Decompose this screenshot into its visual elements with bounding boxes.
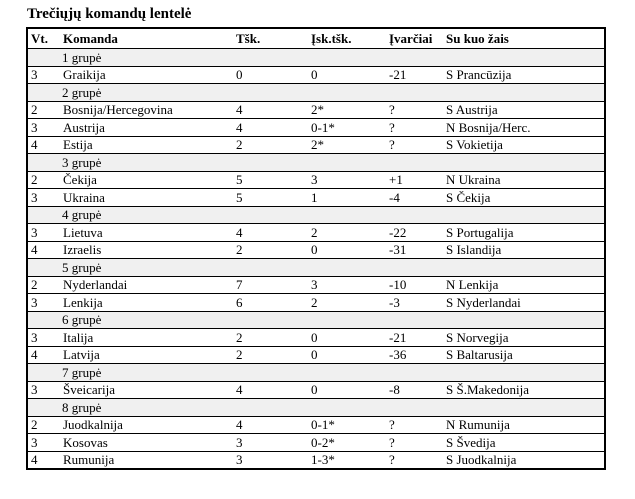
cell-ivarciai: -4: [385, 189, 443, 207]
group-row: [27, 49, 605, 67]
cell-vt: 4: [27, 451, 61, 469]
cell-komanda: Šveicarija: [61, 381, 231, 399]
cell-tsk: 2: [231, 329, 307, 347]
cell-su: S Čekija: [443, 189, 605, 207]
column-header-ivarciai: Įvarčiai: [385, 28, 443, 49]
group-label: 7 grupė: [27, 364, 605, 382]
cell-isktsk: 0: [307, 66, 385, 84]
cell-isktsk: 0: [307, 381, 385, 399]
cell-su: N Rumunija: [443, 416, 605, 434]
cell-vt: 2: [27, 276, 61, 294]
group-row: [27, 154, 605, 172]
cell-komanda: Kosovas: [61, 434, 231, 452]
cell-ivarciai: -8: [385, 381, 443, 399]
team-row: [27, 329, 605, 347]
cell-ivarciai: +1: [385, 171, 443, 189]
cell-vt: 2: [27, 416, 61, 434]
cell-komanda: Juodkalnija: [61, 416, 231, 434]
group-label: 3 grupė: [27, 154, 605, 172]
cell-su: S Baltarusija: [443, 346, 605, 364]
cell-isktsk: 3: [307, 171, 385, 189]
column-header-komanda: Komanda: [61, 28, 231, 49]
cell-komanda: Izraelis: [61, 241, 231, 259]
cell-tsk: 2: [231, 346, 307, 364]
team-row: [27, 66, 605, 84]
cell-tsk: 4: [231, 381, 307, 399]
cell-vt: 4: [27, 346, 61, 364]
cell-su: S Vokietija: [443, 136, 605, 154]
team-row: [27, 101, 605, 119]
team-row: [27, 119, 605, 137]
cell-isktsk: 1-3*: [307, 451, 385, 469]
cell-vt: 2: [27, 171, 61, 189]
group-label: 4 grupė: [27, 206, 605, 224]
page-title: Trečiųjų komandų lentelė: [27, 6, 192, 22]
cell-su: N Bosnija/Herc.: [443, 119, 605, 137]
group-label: 5 grupė: [27, 259, 605, 277]
cell-isktsk: 2*: [307, 136, 385, 154]
cell-ivarciai: ?: [385, 416, 443, 434]
cell-su: N Ukraina: [443, 171, 605, 189]
cell-komanda: Bosnija/Hercegovina: [61, 101, 231, 119]
cell-vt: 3: [27, 329, 61, 347]
cell-tsk: 4: [231, 101, 307, 119]
cell-su: S Juodkalnija: [443, 451, 605, 469]
cell-tsk: 4: [231, 416, 307, 434]
cell-komanda: Latvija: [61, 346, 231, 364]
group-label: 1 grupė: [27, 49, 605, 67]
cell-vt: 3: [27, 119, 61, 137]
group-row: [27, 364, 605, 382]
team-row: [27, 171, 605, 189]
cell-ivarciai: -10: [385, 276, 443, 294]
cell-isktsk: 2: [307, 294, 385, 312]
column-header-su-kuo-zais: Su kuo žais: [443, 28, 605, 49]
cell-komanda: Austrija: [61, 119, 231, 137]
cell-isktsk: 2*: [307, 101, 385, 119]
cell-vt: 3: [27, 66, 61, 84]
standings-table: [26, 27, 606, 470]
cell-ivarciai: -3: [385, 294, 443, 312]
cell-isktsk: 0: [307, 329, 385, 347]
team-row: [27, 276, 605, 294]
group-label: 8 grupė: [27, 399, 605, 417]
cell-ivarciai: ?: [385, 119, 443, 137]
cell-komanda: Graikija: [61, 66, 231, 84]
cell-isktsk: 0-2*: [307, 434, 385, 452]
cell-su: S Norvegija: [443, 329, 605, 347]
team-row: [27, 346, 605, 364]
cell-ivarciai: ?: [385, 136, 443, 154]
cell-tsk: 3: [231, 451, 307, 469]
cell-tsk: 2: [231, 136, 307, 154]
cell-komanda: Čekija: [61, 171, 231, 189]
cell-ivarciai: ?: [385, 451, 443, 469]
team-row: [27, 381, 605, 399]
cell-tsk: 7: [231, 276, 307, 294]
cell-isktsk: 2: [307, 224, 385, 242]
column-header-isktsk: Įsk.tšk.: [307, 28, 385, 49]
group-row: [27, 259, 605, 277]
cell-isktsk: 1: [307, 189, 385, 207]
cell-ivarciai: -36: [385, 346, 443, 364]
team-row: [27, 189, 605, 207]
cell-su: N Lenkija: [443, 276, 605, 294]
cell-su: S Švedija: [443, 434, 605, 452]
cell-tsk: 6: [231, 294, 307, 312]
cell-vt: 4: [27, 241, 61, 259]
group-row: [27, 206, 605, 224]
cell-su: S Š.Makedonija: [443, 381, 605, 399]
group-label: 6 grupė: [27, 311, 605, 329]
cell-ivarciai: ?: [385, 434, 443, 452]
cell-komanda: Lenkija: [61, 294, 231, 312]
cell-isktsk: 3: [307, 276, 385, 294]
team-row: [27, 434, 605, 452]
cell-isktsk: 0-1*: [307, 416, 385, 434]
team-row: [27, 416, 605, 434]
cell-su: S Nyderlandai: [443, 294, 605, 312]
cell-tsk: 2: [231, 241, 307, 259]
cell-komanda: Estija: [61, 136, 231, 154]
team-row: [27, 294, 605, 312]
team-row: [27, 451, 605, 469]
cell-su: S Prancūzija: [443, 66, 605, 84]
cell-tsk: 5: [231, 189, 307, 207]
cell-tsk: 5: [231, 171, 307, 189]
column-header-tsk: Tšk.: [231, 28, 307, 49]
cell-komanda: Rumunija: [61, 451, 231, 469]
cell-vt: 2: [27, 101, 61, 119]
cell-vt: 3: [27, 189, 61, 207]
group-label: 2 grupė: [27, 84, 605, 102]
cell-komanda: Ukraina: [61, 189, 231, 207]
cell-tsk: 4: [231, 224, 307, 242]
cell-su: S Portugalija: [443, 224, 605, 242]
cell-tsk: 4: [231, 119, 307, 137]
cell-su: S Austrija: [443, 101, 605, 119]
cell-vt: 3: [27, 381, 61, 399]
cell-su: S Islandija: [443, 241, 605, 259]
cell-isktsk: 0: [307, 346, 385, 364]
cell-vt: 3: [27, 224, 61, 242]
cell-vt: 3: [27, 434, 61, 452]
header-row: [27, 28, 605, 49]
cell-ivarciai: -31: [385, 241, 443, 259]
cell-komanda: Lietuva: [61, 224, 231, 242]
team-row: [27, 136, 605, 154]
team-row: [27, 224, 605, 242]
group-row: [27, 311, 605, 329]
cell-ivarciai: -21: [385, 66, 443, 84]
column-header-vt: Vt.: [27, 28, 61, 49]
cell-ivarciai: -22: [385, 224, 443, 242]
cell-ivarciai: -21: [385, 329, 443, 347]
group-row: [27, 399, 605, 417]
cell-isktsk: 0-1*: [307, 119, 385, 137]
cell-ivarciai: ?: [385, 101, 443, 119]
group-row: [27, 84, 605, 102]
cell-vt: 4: [27, 136, 61, 154]
cell-vt: 3: [27, 294, 61, 312]
cell-isktsk: 0: [307, 241, 385, 259]
cell-tsk: 0: [231, 66, 307, 84]
cell-komanda: Nyderlandai: [61, 276, 231, 294]
team-row: [27, 241, 605, 259]
cell-komanda: Italija: [61, 329, 231, 347]
cell-tsk: 3: [231, 434, 307, 452]
